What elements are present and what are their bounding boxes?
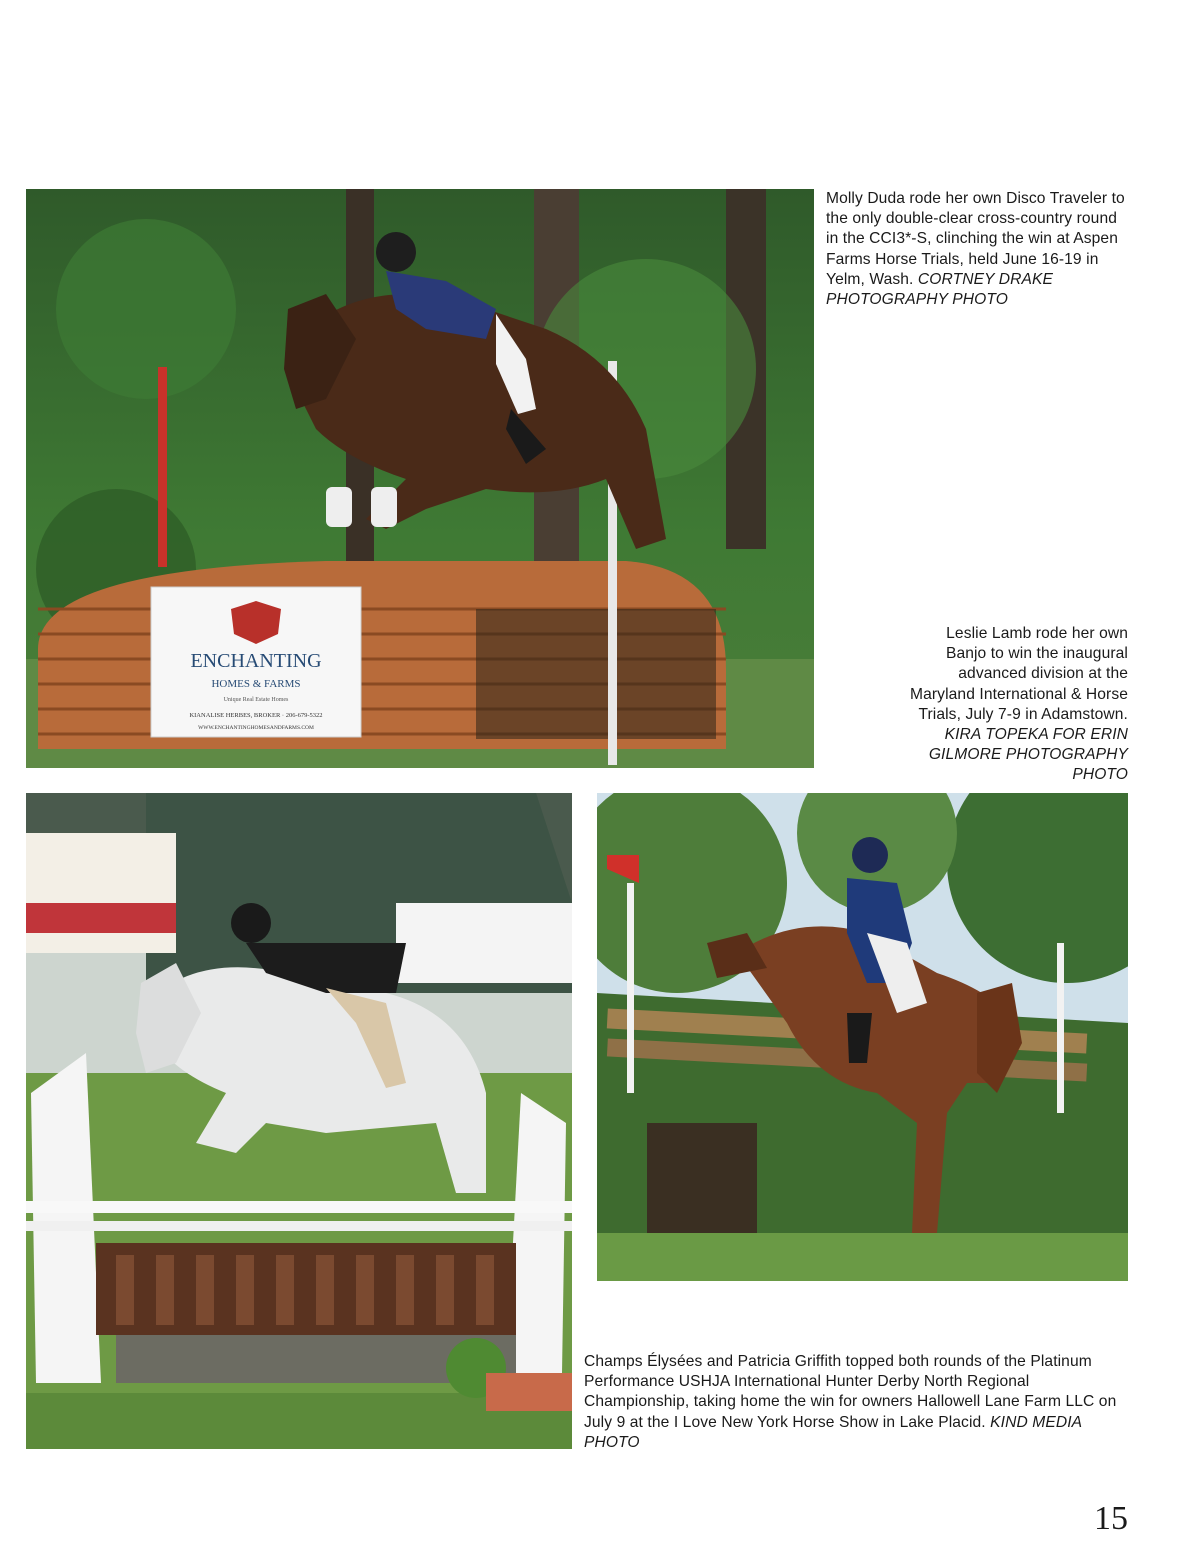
sign-url: WWW.ENCHANTINGHOMESANDFARMS.COM: [198, 725, 314, 731]
photo-credit: KIND MEDIA PHOTO: [584, 1413, 1082, 1451]
sign-contact: KIANALISE HERBES, BROKER · 206-679-5322: [189, 712, 323, 719]
photo-credit: CORTNEY DRAKE PHOTOGRAPHY PHOTO: [826, 270, 1053, 309]
caption-text: Molly Duda rode her own Disco Traveler to the only double-clear cross-country round in the CCI3*-S, clinching the win at Aspen Farms Horse Trials, held June 16-19 in Yelm, Wash.: [826, 190, 1125, 288]
sign-brand-line2: HOMES & FARMS: [211, 678, 301, 690]
caption-maryland-international: [908, 624, 1128, 786]
photo-cross-country-brush-jump: [597, 793, 1128, 1281]
photo-hunter-derby-grey-horse: [26, 793, 572, 1449]
caption-lake-placid: [584, 1352, 1124, 1453]
caption-text: Champs Élysées and Patricia Griffith topped both rounds of the Platinum Performance USHJA International Hunter Derby North Regional Championship, taking home the win for owners Hallowell Lane Farm LLC on July 9 at the I Love New York Horse Show in Lake Placid.: [584, 1353, 1117, 1431]
sign-brand-line1: ENCHANTING: [190, 650, 322, 672]
sign-tagline: Unique Real Estate Homes: [223, 697, 289, 703]
photo-cross-country-log-jump: [26, 189, 814, 768]
caption-text: Leslie Lamb rode her own Banjo to win the inaugural advanced division at the Maryland International & Horse Trials, July 7-9 in Adamstown.: [910, 625, 1128, 723]
caption-aspen-farms: [826, 189, 1126, 310]
page-number: 15: [1094, 1500, 1128, 1537]
photo-credit: KIRA TOPEKA FOR ERIN GILMORE PHOTOGRAPHY PHOTO: [928, 726, 1128, 784]
